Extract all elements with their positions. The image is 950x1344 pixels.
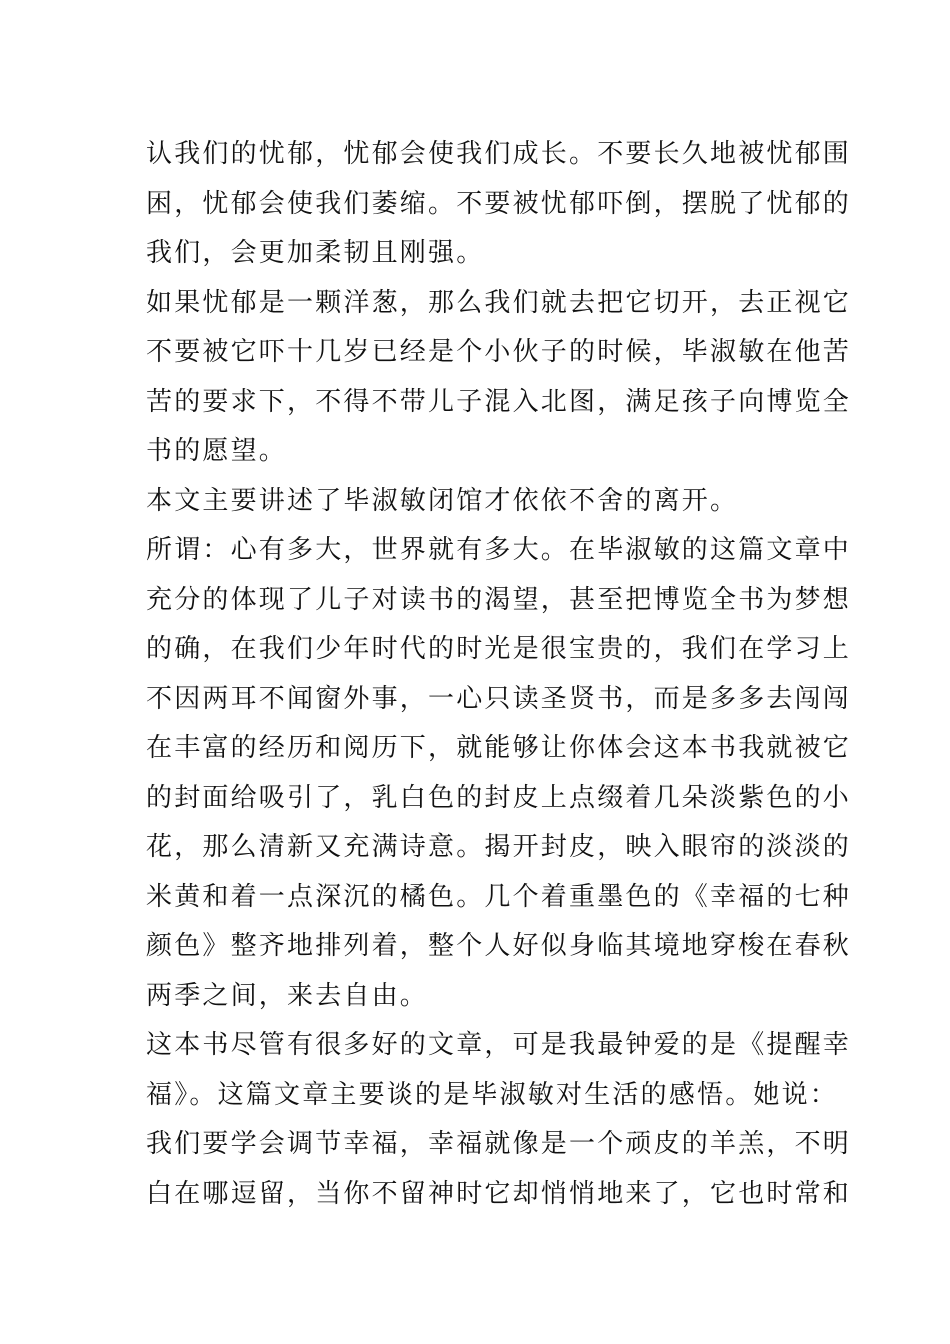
text-line: 不要被它吓十几岁已经是个小伙子的时候，毕淑敏在他苦 [146,337,852,367]
text-line: 花，那么清新又充满诗意。揭开封皮，映入眼帘的淡淡的 [146,832,852,862]
text-line: 在丰富的经历和阅历下，就能够让你体会这本书我就被它 [146,733,852,763]
text-line: 颜色》整齐地排列着，整个人好似身临其境地穿梭在春秋 [146,931,852,961]
text-line: 书的愿望。 [146,436,288,466]
text-line: 不因两耳不闻窗外事，一心只读圣贤书，而是多多去闯闯 [146,683,852,714]
text-line: 我们要学会调节幸福，幸福就像是一个顽皮的羊羔，不明 [146,1129,852,1159]
text-line: 白在哪逗留，当你不留神时它却悄悄地来了，它也时常和 [146,1178,852,1209]
text-line: 认我们的忧郁，忧郁会使我们成长。不要长久地被忧郁围 [146,139,852,169]
text-line: 充分的体现了儿子对读书的渴望，甚至把博览全书为梦想 [146,584,852,615]
paragraph-1 [146,130,852,279]
text-line: 我们，会更加柔韧且刚强。 [146,238,485,268]
paragraph-4 [146,526,852,1021]
text-line: 所谓：心有多大，世界就有多大。在毕淑敏的这篇文章中 [146,535,852,565]
text-line: 本文主要讲述了毕淑敏闭馆才依依不舍的离开。 [146,485,739,516]
text-line: 这本书尽管有很多好的文章，可是我最钟爱的是《提醒幸 [146,1030,852,1060]
paragraph-2 [146,279,852,477]
text-line: 米黄和着一点深沉的橘色。几个着重墨色的《幸福的七种 [146,881,852,912]
text-line: 的封面给吸引了，乳白色的封皮上点缀着几朵淡紫色的小 [146,782,852,813]
text-line: 困，忧郁会使我们萎缩。不要被忧郁吓倒，摆脱了忧郁的 [146,188,852,219]
document-body [146,130,852,1219]
text-line: 苦的要求下，不得不带儿子混入北图，满足孩子向博览全 [146,386,852,417]
paragraph-3 [146,477,808,527]
paragraph-5 [146,1021,852,1219]
text-line: 的确，在我们少年时代的时光是很宝贵的，我们在学习上 [146,634,852,664]
text-line: 福》。这篇文章主要谈的是毕淑敏对生活的感悟。她说： [146,1079,839,1110]
text-line: 如果忧郁是一颗洋葱，那么我们就去把它切开，去正视它 [146,287,852,318]
text-line: 两季之间，来去自由。 [146,980,429,1011]
